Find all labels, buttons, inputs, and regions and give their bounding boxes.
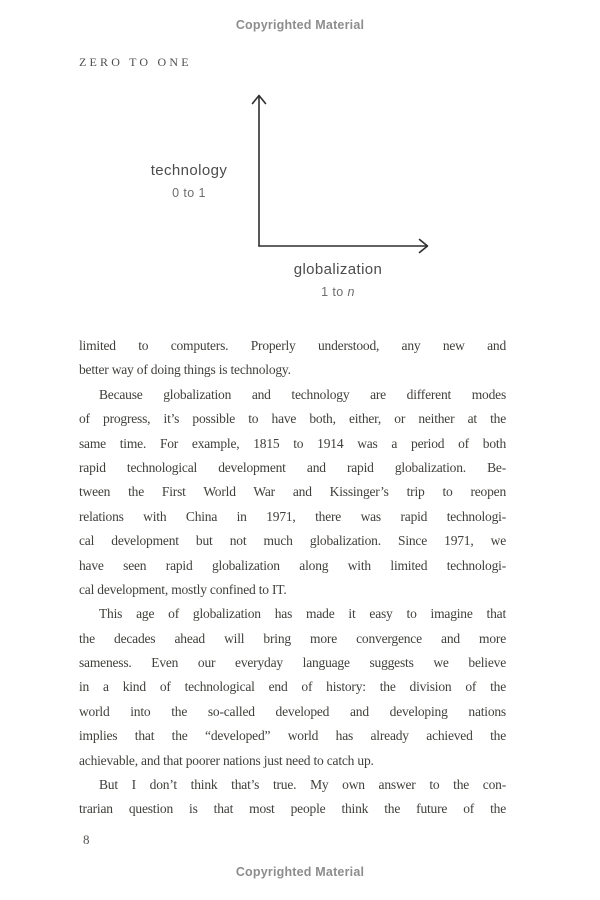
body-line: Because globalization and technology are different modes: [99, 386, 506, 402]
body-line: same time. For example, 1815 to 1914 was a period of both: [79, 435, 506, 451]
watermark-top: Copyrighted Material: [235, 18, 365, 32]
watermark-bottom: Copyrighted Material: [235, 865, 365, 879]
body-line: But I don’t think that’s true. My own answer to the con-: [99, 777, 506, 793]
body-line: world into the so-called developed and developing nations: [79, 703, 506, 719]
body-line: tween the First World War and Kissinger’s trip to reopen: [79, 484, 506, 500]
body-line: trarian question is that most people think the future of the: [79, 801, 506, 817]
x-axis-range-prefix: 1 to: [321, 285, 348, 299]
y-axis-range: 0 to 1: [172, 186, 206, 200]
body-line: better way of doing things is technology.: [79, 362, 291, 378]
body-line: have seen rapid globalization along with limited technologi-: [79, 557, 506, 573]
y-axis-label: technology: [150, 162, 228, 179]
body-line: implies that the “developed” world has already achieved the: [79, 728, 506, 744]
body-line: This age of globalization has made it easy to imagine that: [99, 606, 506, 622]
body-line: cal development, mostly confined to IT.: [79, 581, 287, 597]
body-text: [79, 334, 506, 822]
body-line: the decades ahead will bring more convergence and more: [79, 630, 506, 646]
body-line: achievable, and that poorer nations just need to catch up.: [79, 752, 374, 768]
x-axis-label: globalization: [293, 261, 383, 278]
body-line: limited to computers. Properly understood, any new and: [79, 338, 506, 353]
body-line: sameness. Even our everyday language suggests we believe: [79, 655, 506, 671]
page-number: 8: [83, 832, 90, 847]
x-axis-range-variable: n: [347, 285, 355, 299]
body-line: rapid technological development and rapid globalization. Be-: [79, 459, 506, 475]
running-header: ZERO TO ONE: [79, 55, 192, 69]
body-line: relations with China in 1971, there was rapid technologi-: [79, 508, 506, 524]
body-line: of progress, it’s possible to have both, either, or neither at the: [79, 411, 506, 427]
body-line: cal development but not much globalization. Since 1971, we: [79, 533, 506, 549]
x-axis-range: [258, 285, 418, 299]
body-line: in a kind of technological end of history: the division of the: [79, 679, 506, 695]
